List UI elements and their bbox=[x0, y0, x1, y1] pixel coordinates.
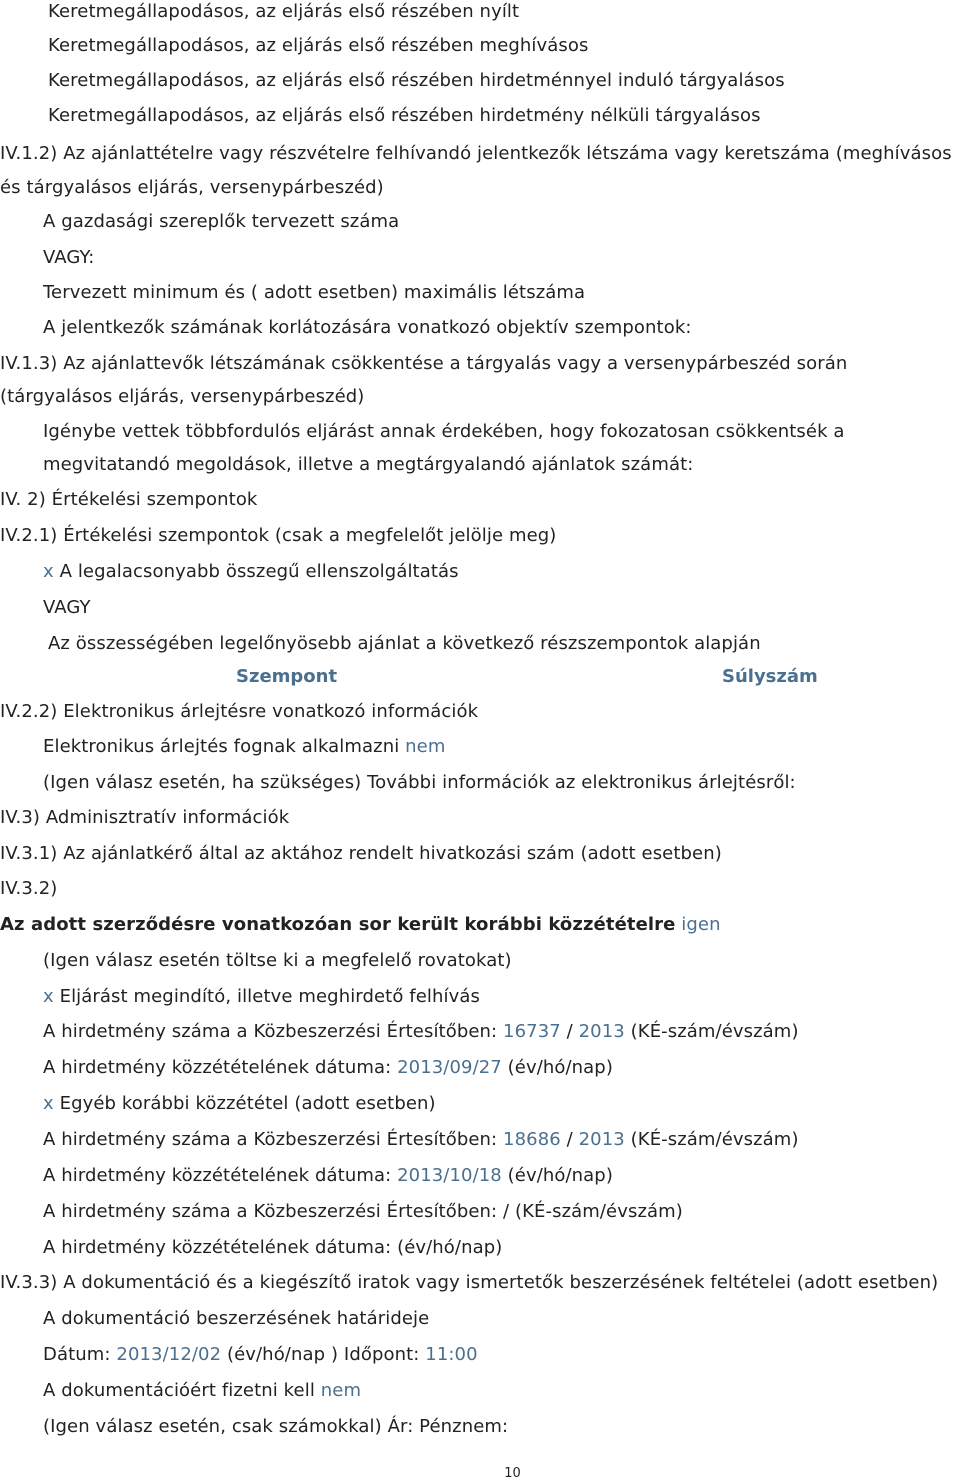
slash: / bbox=[566, 1021, 573, 1042]
section-iv-1-2-heading-cont: és tárgyalásos eljárás, versenypárbeszéd) bbox=[0, 177, 384, 198]
notice3-date-line: A hirdetmény közzétételének dátuma: (év/hó/nap) bbox=[43, 1237, 503, 1258]
notice1-date-line bbox=[43, 1056, 613, 1080]
notice2-year: 2013 bbox=[578, 1129, 625, 1150]
page-number: 10 bbox=[504, 1466, 521, 1481]
check-mark: x bbox=[43, 561, 54, 582]
section-iv-2-heading: IV. 2) Értékelési szempontok bbox=[0, 489, 258, 510]
prior-publication-label: Az adott szerződésre vonatkozóan sor került korábbi közzétételre bbox=[0, 914, 676, 935]
planned-number-label: A gazdasági szereplők tervezett száma bbox=[43, 211, 400, 232]
or-label: VAGY: bbox=[43, 247, 95, 268]
notice2-number: 18686 bbox=[503, 1129, 561, 1150]
notice-number-label: A hirdetmény száma a Közbeszerzési Értesítőben: bbox=[43, 1129, 498, 1150]
notice1-label: Eljárást megindító, illetve meghirdető felhívás bbox=[59, 986, 480, 1007]
notice2-date: 2013/10/18 bbox=[397, 1165, 502, 1186]
notice2-date-line bbox=[43, 1164, 613, 1188]
weight-column-header: Súlyszám bbox=[722, 666, 818, 687]
section-iv-3-1-heading: IV.3.1) Az ajánlatkérő által az aktához rendelt hivatkozási szám (adott esetben) bbox=[0, 843, 722, 864]
section-iv-2-2-heading: IV.2.2) Elektronikus árlejtésre vonatkozó információk bbox=[0, 701, 479, 722]
criteria-label: A jelentkezők számának korlátozására vonatkozó objektív szempontok: bbox=[43, 317, 692, 338]
multi-round-text-cont: megvitatandó megoldások, illetve a megtárgyalandó ajánlatok számát: bbox=[43, 454, 694, 475]
section-iv-1-2-heading: IV.1.2) Az ajánlattételre vagy részvételre felhívandó jelentkezők létszáma vagy keretszáma (meghívásos bbox=[0, 143, 952, 164]
notice2-label: Egyéb korábbi közzététel (adott esetben) bbox=[59, 1093, 436, 1114]
notice1-option bbox=[43, 985, 480, 1009]
notice1-number: 16737 bbox=[503, 1021, 561, 1042]
notice2-option bbox=[43, 1092, 436, 1116]
e-auction-line bbox=[43, 735, 445, 759]
doc-deadline-date: 2013/12/02 bbox=[116, 1344, 222, 1365]
notice-date-label: A hirdetmény közzétételének dátuma: bbox=[43, 1165, 392, 1186]
notice-date-suffix: (év/hó/nap) bbox=[507, 1057, 613, 1078]
e-auction-info-label: (Igen válasz esetén, ha szükséges) További információk az elektronikus árlejtésről: bbox=[43, 772, 796, 793]
price-currency-line: (Igen válasz esetén, csak számokkal) Ár: Pénznem: bbox=[43, 1416, 509, 1437]
notice-date-suffix: (év/hó/nap) bbox=[507, 1165, 613, 1186]
procedure-type-item: Keretmegállapodásos, az eljárás első részében meghívásos bbox=[48, 35, 589, 56]
or-label: VAGY bbox=[43, 597, 91, 618]
prior-publication-value: igen bbox=[681, 914, 721, 935]
check-mark: x bbox=[43, 1093, 54, 1114]
section-iv-3-heading: IV.3) Adminisztratív információk bbox=[0, 807, 290, 828]
procedure-type-item: Keretmegállapodásos, az eljárás első részében hirdetmény nélküli tárgyalásos bbox=[48, 105, 761, 126]
doc-deadline-label: A dokumentáció beszerzésének határideje bbox=[43, 1308, 430, 1329]
notice1-date: 2013/09/27 bbox=[397, 1057, 502, 1078]
notice1-number-line bbox=[43, 1020, 799, 1044]
lowest-price-label: A legalacsonyabb összegű ellenszolgáltatás bbox=[59, 561, 459, 582]
doc-deadline-time: 11:00 bbox=[425, 1344, 478, 1365]
prior-publication-line bbox=[0, 913, 721, 937]
notice2-number-line bbox=[43, 1128, 799, 1152]
e-auction-label: Elektronikus árlejtés fognak alkalmazni bbox=[43, 736, 400, 757]
section-iv-1-3-heading: IV.1.3) Az ajánlattevők létszámának csökkentése a tárgyalás vagy a versenypárbeszéd során bbox=[0, 353, 848, 374]
notice-number-label: A hirdetmény száma a Közbeszerzési Értesítőben: bbox=[43, 1021, 498, 1042]
section-iv-1-3-heading-cont: (tárgyalásos eljárás, versenypárbeszéd) bbox=[0, 386, 365, 407]
section-iv-2-1-heading: IV.2.1) Értékelési szempontok (csak a megfelelőt jelölje meg) bbox=[0, 525, 557, 546]
time-word: Időpont: bbox=[343, 1344, 420, 1365]
section-iv-3-3-heading: IV.3.3) A dokumentáció és a kiegészítő iratok vagy ismertetők beszerzésének feltételei (adott esetben) bbox=[0, 1272, 939, 1293]
fill-note: (Igen válasz esetén töltse ki a megfelelő rovatokat) bbox=[43, 950, 512, 971]
slash: / bbox=[566, 1129, 573, 1150]
criterion-column-header: Szempont bbox=[236, 666, 338, 687]
notice-date-label: A hirdetmény közzétételének dátuma: bbox=[43, 1057, 392, 1078]
multi-round-text: Igénybe vettek többfordulós eljárást annak érdekében, hogy fokozatosan csökkentsék a bbox=[43, 421, 845, 442]
doc-payment-value: nem bbox=[320, 1380, 362, 1401]
doc-deadline-line bbox=[43, 1343, 478, 1367]
notice1-year: 2013 bbox=[578, 1021, 625, 1042]
check-mark: x bbox=[43, 986, 54, 1007]
date-word: Dátum: bbox=[43, 1344, 111, 1365]
best-value-label: Az összességében legelőnyösebb ajánlat a következő részszempontok alapján bbox=[48, 633, 761, 654]
lowest-price-option bbox=[43, 560, 459, 584]
procedure-type-item: Keretmegállapodásos, az eljárás első részében hirdetménnyel induló tárgyalásos bbox=[48, 70, 785, 91]
notice3-number-line: A hirdetmény száma a Közbeszerzési Értesítőben: / (KÉ-szám/évszám) bbox=[43, 1201, 683, 1222]
notice-number-suffix: (KÉ-szám/évszám) bbox=[630, 1021, 799, 1042]
doc-date-suffix: (év/hó/nap ) bbox=[226, 1344, 339, 1365]
min-max-label: Tervezett minimum és ( adott esetben) maximális létszáma bbox=[43, 282, 586, 303]
notice-number-suffix: (KÉ-szám/évszám) bbox=[630, 1129, 799, 1150]
doc-payment-label: A dokumentációért fizetni kell bbox=[43, 1380, 315, 1401]
doc-payment-line bbox=[43, 1379, 361, 1403]
procedure-type-item: Keretmegállapodásos, az eljárás első részében nyílt bbox=[48, 1, 520, 22]
e-auction-value: nem bbox=[405, 736, 446, 757]
section-iv-3-2-heading: IV.3.2) bbox=[0, 878, 58, 899]
